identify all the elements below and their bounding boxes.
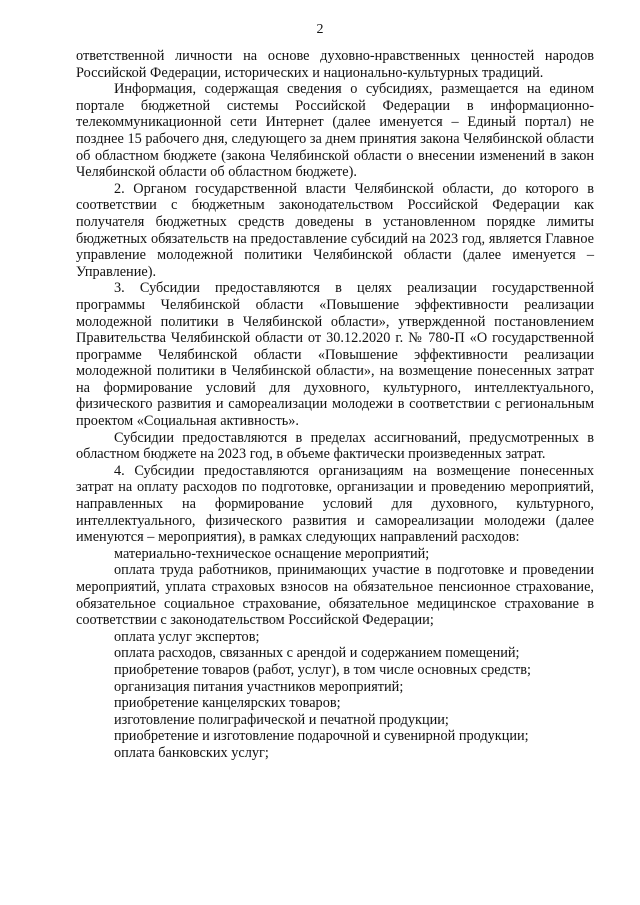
paragraph-clause-2: 2. Органом государственной власти Челябинской области, до которого в соответствии с бюджетным законодательством Российской Федерации как получателя бюджетных средств доведены в установленном порядке лимиты бюджетных обязательств на предоставление субсидий на 2023 год, является Главное управление молодежной политики Челябинской области (далее именуется – Управление). <box>76 180 594 280</box>
expense-item: оплата труда работников, принимающих участие в подготовке и проведении мероприятий, уплата страховых взносов на обязательное пенсионное страхование, обязательное социальное страхование, обязательное медицинское страхование в соответствии с законодательством Российской Федерации; <box>76 562 594 629</box>
expense-item: оплата услуг экспертов; <box>114 628 260 645</box>
expense-item: организация питания участников мероприятий; <box>114 678 404 695</box>
paragraph-subsidy-limits: Субсидии предоставляются в пределах ассигнований, предусмотренных в областном бюджете на 2023 год, в объеме фактически произведенных затрат. <box>76 429 594 463</box>
paragraph-intro-continuation: ответственной личности на основе духовно-нравственных ценностей народов Российской Федерации, исторических и национально-культурных традиций. <box>76 48 594 81</box>
paragraph-clause-3: 3. Субсидии предоставляются в целях реализации государственной программы Челябинской области «Повышение эффективности реализации молодежной политики в Челябинской области», утвержденной постановлением Правительства Челябинской области от 30.12.2020 г. № 780-П «О государственной программе Челябинской области «Повышение эффективности реализации молодежной политики в Челябинской области», на возмещение понесенных затрат на формирование условий для духовного, культурного, интеллектуального, физического развития и самореализации молодежи в соответствии с региональным проектом «Социальная активность». <box>76 280 594 430</box>
expense-item: материально-техническое оснащение мероприятий; <box>114 545 430 562</box>
page-number: 2 <box>316 22 324 37</box>
paragraph-subsidy-info: Информация, содержащая сведения о субсидиях, размещается на едином портале бюджетной системы Российской Федерации в информационно-телекоммуникационной сети Интернет (далее именуется – Единый портал) не позднее 15 рабочего дня, следующего за днем принятия закона Челябинской области об областном бюджете (закона Челябинской области о внесении изменений в закон Челябинской области об областном бюджете). <box>76 81 594 181</box>
expense-item: оплата расходов, связанных с арендой и содержанием помещений; <box>114 645 520 662</box>
expense-item: приобретение товаров (работ, услуг), в том числе основных средств; <box>114 661 532 678</box>
document-body <box>76 48 594 762</box>
expense-item: изготовление полиграфической и печатной продукции; <box>114 711 449 728</box>
expense-item: оплата банковских услуг; <box>114 744 269 761</box>
expense-item: приобретение канцелярских товаров; <box>114 695 341 712</box>
expense-item: приобретение и изготовление подарочной и сувенирной продукции; <box>114 728 529 745</box>
paragraph-clause-4: 4. Субсидии предоставляются организациям на возмещение понесенных затрат на оплату расходов по подготовке, организации и проведению мероприятий, направленных на формирование условий для духовного, культурного, интеллектуального, физического развития и самореализации молодежи (далее именуются – мероприятия), в рамках следующих направлений расходов: <box>76 462 594 546</box>
